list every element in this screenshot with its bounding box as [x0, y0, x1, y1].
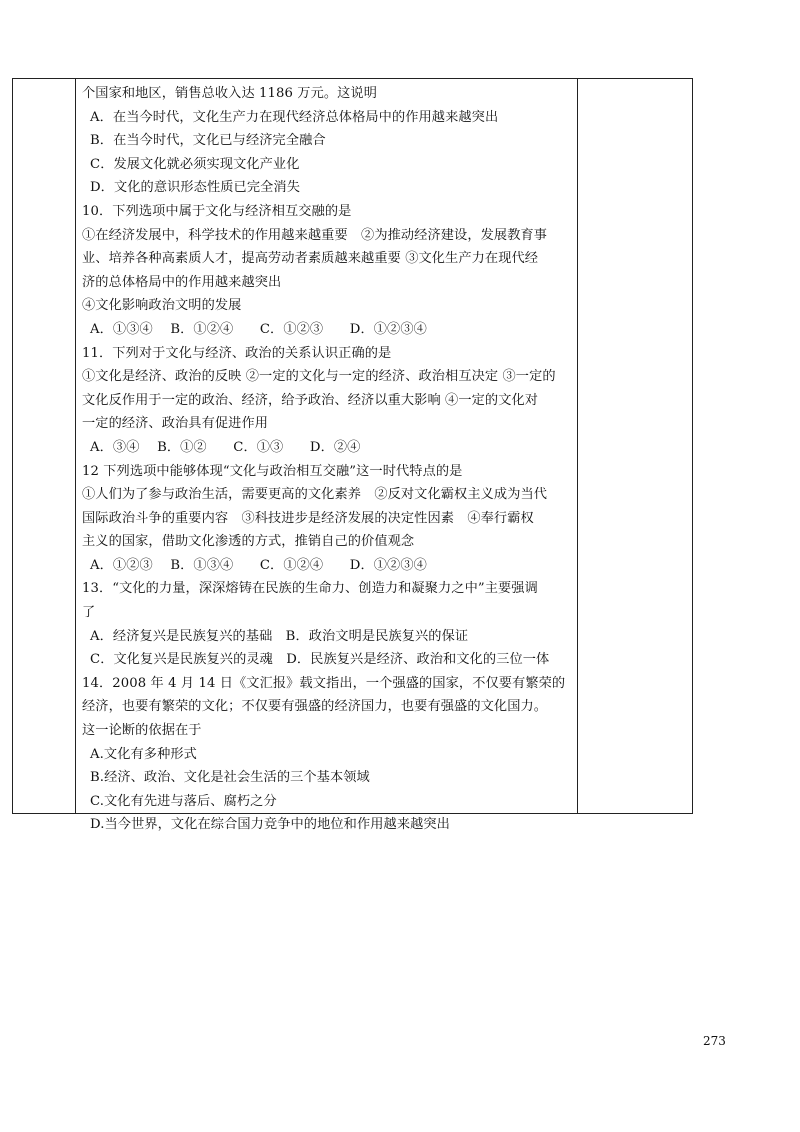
- text-line: 14．2008 年 4 月 14 日《文汇报》载文指出，一个强盛的国家，不仅要有繁荣的: [82, 675, 566, 691]
- text-line: A．在当今时代，文化生产力在现代经济总体格局中的作用越来越突出: [90, 109, 499, 125]
- text-line: D.当今世界，文化在综合国力竞争中的地位和作用越来越突出: [90, 817, 450, 833]
- text-line: ④文化影响政治文明的发展: [82, 298, 242, 314]
- table-left-column: [13, 79, 76, 813]
- text-line: B.经济、政治、文化是社会生活的三个基本领域: [90, 770, 370, 786]
- text-line: B．在当今时代，文化已与经济完全融合: [90, 133, 326, 149]
- text-line: 一定的经济、政治具有促进作用: [82, 416, 269, 432]
- text-line: 11．下列对于文化与经济、政治的关系认识正确的是: [82, 345, 392, 361]
- text-line: 业、培养各种高素质人才，提高劳动者素质越来越重要 ③文化生产力在现代经: [82, 251, 539, 267]
- table-content-column: [76, 79, 579, 833]
- text-line: 文化反作用于一定的政治、经济，给予政治、经济以重大影响 ④一定的文化对: [82, 392, 539, 408]
- text-line: 经济，也要有繁荣的文化；不仅要有强盛的经济国力，也要有强盛的文化国力。: [82, 699, 548, 715]
- text-line: 12 下列选项中能够体现“文化与政治相互交融”这一时代特点的是: [82, 463, 463, 479]
- text-line: 这一论断的依据在于: [82, 723, 202, 739]
- text-line: ①在经济发展中，科学技术的作用越来越重要 ②为推动经济建设，发展教育事: [82, 227, 548, 243]
- text-line: D．文化的意识形态性质已完全消失: [90, 180, 300, 196]
- page-number: 273: [703, 1034, 726, 1048]
- text-line: 10．下列选项中属于文化与经济相互交融的是: [82, 203, 352, 219]
- text-line: A．①③④ B．①②④ C．①②③ D．①②③④: [90, 321, 427, 337]
- text-line: A.文化有多种形式: [90, 746, 197, 762]
- text-line: A．①②③ B．①③④ C．①②④ D．①②③④: [90, 557, 427, 573]
- question-table: [12, 78, 693, 833]
- table-right-column: [577, 79, 692, 813]
- text-line: 个国家和地区，销售总收入达 1186 万元。这说明: [82, 86, 378, 101]
- text-line: C．发展文化就必须实现文化产业化: [90, 156, 300, 172]
- text-line: 国际政治斗争的重要内容 ③科技进步是经济发展的决定性因素 ④奉行霸权: [82, 510, 534, 526]
- text-line: A．③④ B．①② C．①③ D．②④: [90, 439, 361, 455]
- text-line: 了: [82, 605, 96, 621]
- text-line: ①文化是经济、政治的反映 ②一定的文化与一定的经济、政治相互决定 ③一定的: [82, 369, 556, 385]
- text-line: C.文化有先进与落后、腐朽之分: [90, 793, 277, 809]
- text-line: C．文化复兴是民族复兴的灵魂 D．民族复兴是经济、政治和文化的三位一体: [90, 652, 550, 668]
- text-line: 济的总体格局中的作用越来越突出: [82, 274, 282, 290]
- text-line: 主义的国家，借助文化渗透的方式，推销自己的价值观念: [82, 534, 415, 550]
- text-line: A．经济复兴是民族复兴的基础 B．政治文明是民族复兴的保证: [90, 628, 469, 644]
- text-line: ①人们为了参与政治生活，需要更高的文化素养 ②反对文化霸权主义成为当代: [82, 487, 548, 503]
- text-line: 13．“文化的力量，深深熔铸在民族的生命力、创造力和凝聚力之中”主要强调: [82, 581, 538, 597]
